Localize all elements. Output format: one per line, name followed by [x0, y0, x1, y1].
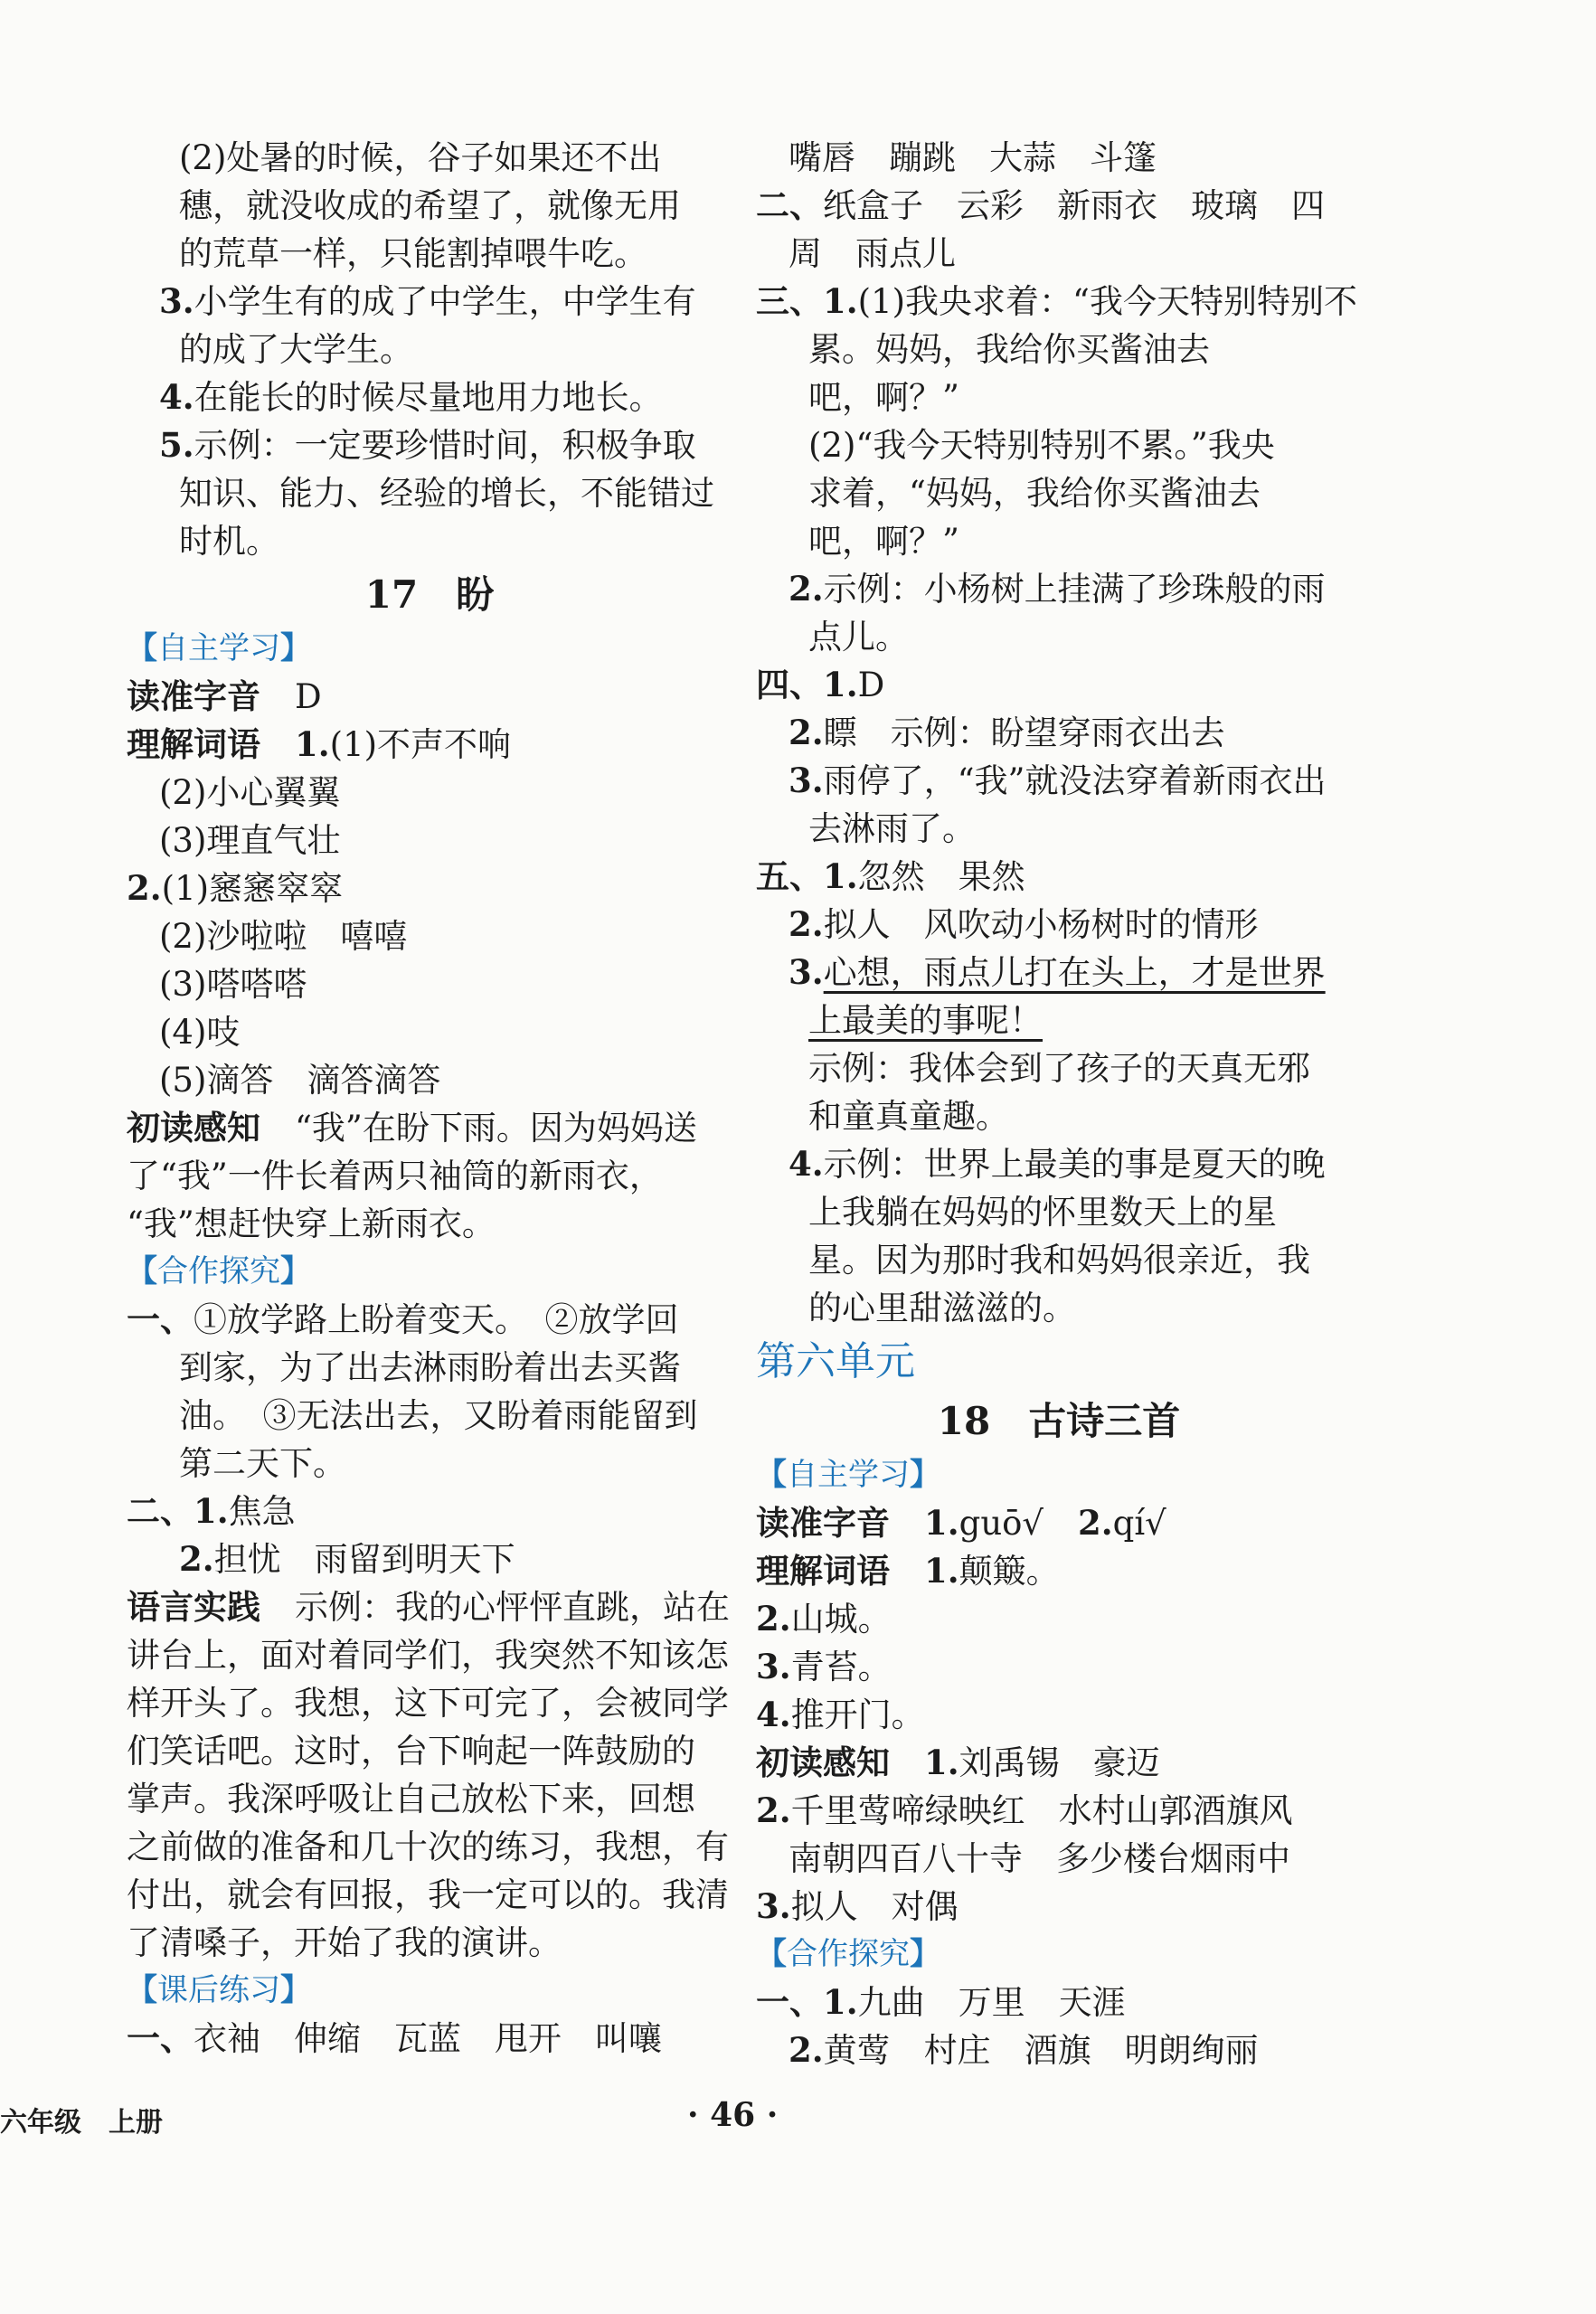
item-number: 4. [756, 1695, 791, 1734]
answer-line: 付出，就会有回报，我一定可以的。我清 [127, 1875, 729, 1914]
item-label: 读准字音 [756, 1504, 890, 1543]
item-number: 2. [789, 713, 824, 752]
answer-text: 衣袖 伸缩 瓦蓝 甩开 叫嚷 [194, 2019, 662, 2058]
answer-line [127, 1104, 732, 1152]
answer-text: 推开门。 [790, 1695, 925, 1734]
answer-line [756, 1979, 1362, 2026]
answer-line: 时机。 [179, 522, 279, 561]
item-label: 读准字音 [127, 677, 260, 716]
answer-line: 的荒草一样，只能割掉喂牛吃。 [179, 234, 647, 273]
answer-line: (2)“我今天特别特别不累。”我央 [808, 426, 1275, 465]
answer-line [756, 565, 1362, 613]
item-number: 三、 [756, 281, 823, 321]
answer-line: 的心里甜滋滋的。 [808, 1289, 1076, 1327]
answer-text: 拟人 风吹动小杨树时的情形 [823, 905, 1259, 944]
item-number: 1. [194, 1491, 229, 1531]
answer-line: 样开头了。我想，这下可完了，会被同学 [127, 1684, 729, 1723]
left-column [127, 134, 732, 2063]
page-number: · 46 · [687, 2096, 779, 2134]
item-number: 1. [823, 665, 858, 704]
answer-line: 累。妈妈，我给你买酱油去 [808, 330, 1210, 369]
answer-line: 点儿。 [808, 618, 909, 656]
answer-text: 拟人 对偶 [790, 1887, 959, 1926]
answer-line [756, 182, 1362, 230]
answer-text: 瞟 示例：盼望穿雨衣出去 [823, 713, 1225, 752]
item-number: 一、 [756, 1982, 823, 2022]
answer-line [756, 949, 1362, 996]
answer-text: D [295, 677, 322, 716]
answer-line [756, 661, 1362, 709]
section-tag: 【合作探究】 [756, 1936, 940, 1972]
answer-line [127, 278, 732, 326]
answer-line [756, 1499, 1362, 1547]
item-number: 1. [924, 1743, 959, 1782]
section-tag: 【合作探究】 [127, 1253, 311, 1289]
answer-line [127, 2015, 732, 2063]
answer-text: D [857, 666, 885, 704]
item-number: 1. [823, 281, 858, 321]
answer-text: 青苔。 [790, 1648, 892, 1686]
answer-line: 油。 ③无法出去，又盼着雨能留到 [179, 1396, 698, 1435]
answer-text: 九曲 万里 天涯 [857, 1983, 1126, 2022]
item-number: 3. [756, 1647, 791, 1686]
item-number: 2. [127, 868, 162, 908]
answer-line: 了“我”一件长着两只袖筒的新雨衣， [127, 1157, 663, 1195]
answer-line: 第二天下。 [179, 1444, 346, 1483]
item-number: 四、 [756, 665, 823, 704]
answer-line [756, 1547, 1362, 1595]
answer-line [756, 1691, 1362, 1739]
item-number: 3. [789, 952, 824, 992]
answer-text: 雨停了，“我”就没法穿着新雨衣出 [823, 761, 1327, 800]
item-number: 一、 [127, 1299, 194, 1339]
answer-line: “我”想赶快穿上新雨衣。 [127, 1204, 496, 1243]
answer-line: (4)吱 [159, 1013, 241, 1052]
item-label: 初读感知 [756, 1743, 890, 1782]
answer-line: 吧，啊？” [808, 522, 959, 561]
answer-line: (2)处暑的时候，谷子如果还不出 [179, 138, 662, 177]
unit-title: 第六单元 [756, 1338, 915, 1384]
lesson-title: 17 盼 [364, 572, 495, 617]
answer-text: 山城。 [790, 1600, 892, 1639]
answer-line: 之前做的准备和几十次的练习，我想，有 [127, 1828, 729, 1866]
answer-line [756, 1643, 1362, 1691]
answer-line [127, 1583, 732, 1631]
answer-text: 颠簸。 [959, 1552, 1060, 1591]
item-number: 3. [159, 281, 194, 321]
answer-text: 纸盒子 云彩 新雨衣 玻璃 四 [823, 186, 1325, 225]
item-number: 3. [756, 1886, 791, 1926]
answer-line: 了清嗓子，开始了我的演讲。 [127, 1923, 562, 1962]
answer-line: 们笑话吧。这时，台下响起一阵鼓励的 [127, 1732, 695, 1771]
answer-line: 到家，为了出去淋雨盼着出去买酱 [179, 1348, 681, 1387]
answer-line [127, 1535, 732, 1583]
answer-line [127, 673, 732, 721]
answer-line: 示例：我体会到了孩子的天真无邪 [808, 1049, 1310, 1088]
answer-line [127, 373, 732, 421]
answer-text: ①放学路上盼着变天。 ②放学回 [194, 1300, 679, 1339]
answer-line: 南朝四百八十寺 多少楼台烟雨中 [789, 1839, 1290, 1878]
answer-line [756, 1739, 1362, 1787]
answer-line [127, 864, 732, 912]
item-number: 二、 [127, 1491, 194, 1531]
answer-text: 示例：我的心怦怦直跳，站在 [295, 1588, 730, 1627]
answer-text: 忽然 果然 [857, 857, 1025, 896]
answer-text: 示例：小杨树上挂满了珍珠般的雨 [823, 570, 1326, 609]
answer-line [756, 2026, 1362, 2074]
grade-label: 六年级 上册 [0, 2107, 163, 2139]
item-number: 1. [924, 1551, 959, 1591]
answer-line: 周 雨点儿 [789, 234, 956, 273]
answer-line: 上我躺在妈妈的怀里数天上的星 [808, 1193, 1277, 1232]
answer-text: 焦急 [228, 1492, 296, 1531]
answer-line [756, 1140, 1362, 1188]
item-label: 理解词语 [756, 1552, 890, 1591]
item-number: 2. [789, 2030, 824, 2070]
item-number: 5. [159, 425, 194, 465]
item-number: 1. [823, 856, 858, 896]
answer-line: 穗，就没收成的希望了，就像无用 [179, 186, 681, 225]
answer-line: 嘴唇 蹦跳 大蒜 斗篷 [789, 138, 1157, 177]
answer-line: (3)理直气壮 [159, 821, 341, 860]
answer-text: (1)窸窸窣窣 [161, 869, 344, 908]
answer-text: 示例：一定要珍惜时间，积极争取 [194, 426, 696, 465]
answer-line: 和童真童趣。 [808, 1097, 1009, 1136]
item-number: 2. [756, 1599, 791, 1639]
item-number: 2. [756, 1790, 791, 1830]
answer-line: 知识、能力、经验的增长，不能错过 [179, 474, 714, 513]
answer-text: (1)不声不响 [329, 725, 512, 764]
answer-text: qí√ [1112, 1504, 1166, 1543]
item-number: 1. [295, 724, 330, 764]
underlined-sentence: 心想，雨点儿打在头上，才是世界 [823, 953, 1326, 992]
answer-text: 示例：世界上最美的事是夏天的晚 [823, 1145, 1326, 1184]
item-number: 1. [924, 1503, 959, 1543]
section-tag: 【自主学习】 [756, 1457, 940, 1493]
item-number: 2. [789, 904, 824, 944]
answer-text: 刘禹锡 豪迈 [959, 1743, 1160, 1782]
item-number: 1. [823, 1982, 858, 2022]
answer-text: guō√ [959, 1504, 1044, 1543]
answer-line [756, 1595, 1362, 1643]
item-number: 2. [789, 569, 824, 609]
answer-text: 担忧 雨留到明天下 [213, 1540, 515, 1579]
item-number: 五、 [756, 856, 823, 896]
item-number: 2. [179, 1539, 214, 1579]
item-label: 理解词语 [127, 725, 260, 764]
right-column [756, 134, 1362, 2074]
answer-line: 讲台上，面对着同学们，我突然不知该怎 [127, 1636, 729, 1675]
answer-line [756, 901, 1362, 949]
answer-text: 在能长的时候尽量地用力地长。 [194, 378, 663, 417]
answer-line: (2)小心翼翼 [159, 773, 341, 812]
answer-line: (3)嗒嗒嗒 [159, 965, 307, 1004]
answer-line [756, 757, 1362, 805]
answer-line [756, 278, 1362, 326]
answer-line [756, 709, 1362, 757]
answer-line: (2)沙啦啦 嘻嘻 [159, 917, 408, 956]
item-number: 3. [789, 760, 824, 800]
answer-line: 吧，啊？” [808, 378, 959, 417]
answer-line [756, 1883, 1362, 1931]
answer-line [756, 853, 1362, 901]
answer-line [756, 996, 1362, 1044]
answer-line: 掌声。我深呼吸让自己放松下来，回想 [127, 1780, 695, 1818]
answer-line [756, 1787, 1362, 1835]
answer-line: 的成了大学生。 [179, 330, 413, 369]
lesson-title: 18 古诗三首 [937, 1399, 1181, 1443]
answer-line: 去淋雨了。 [808, 809, 976, 848]
answer-line [127, 721, 732, 769]
section-tag: 【自主学习】 [127, 630, 311, 666]
item-label: 初读感知 [127, 1109, 260, 1148]
answer-line: 求着，“妈妈，我给你买酱油去 [808, 474, 1261, 513]
answer-text: 千里莺啼绿映红 水村山郭酒旗风 [790, 1791, 1293, 1830]
answer-text: 小学生有的成了中学生，中学生有 [194, 282, 696, 321]
answer-text: “我”在盼下雨。因为妈妈送 [295, 1109, 697, 1148]
item-number: 一、 [127, 2018, 194, 2058]
answer-line: (5)滴答 滴答滴答 [159, 1061, 441, 1100]
answer-line [127, 1296, 732, 1344]
item-number: 4. [789, 1144, 824, 1184]
answer-line [127, 1488, 732, 1535]
item-number: 二、 [756, 185, 823, 225]
answer-line [127, 421, 732, 469]
item-label: 语言实践 [127, 1588, 260, 1627]
underlined-sentence: 上最美的事呢！ [808, 1001, 1043, 1040]
answer-text: 黄莺 村庄 酒旗 明朗绚丽 [823, 2031, 1259, 2070]
section-tag: 【课后练习】 [127, 1972, 311, 2008]
answer-text: (1)我央求着：“我今天特别特别不 [857, 282, 1357, 321]
item-number: 4. [159, 377, 194, 417]
answer-line: 星。因为那时我和妈妈很亲近，我 [808, 1241, 1310, 1280]
item-number: 2. [1078, 1503, 1113, 1543]
